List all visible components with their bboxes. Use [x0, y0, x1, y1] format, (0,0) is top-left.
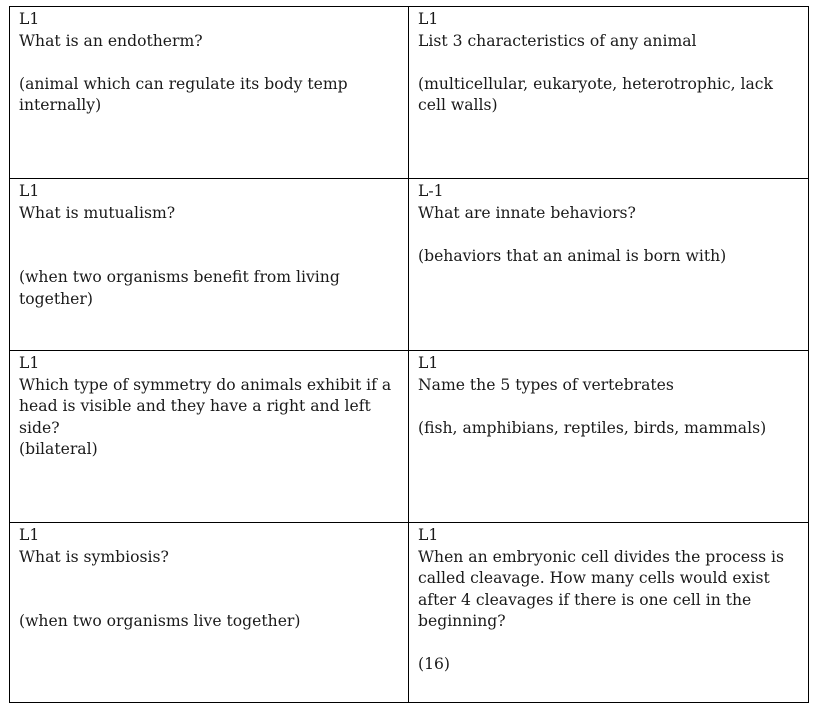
card-cell	[409, 7, 809, 179]
card-question: What is mutualism?	[19, 203, 176, 222]
card-level: L1	[19, 182, 40, 200]
card-answer: (behaviors that an animal is born with)	[418, 246, 727, 265]
card-level: L1	[19, 526, 40, 544]
card-level: L1	[418, 10, 439, 28]
card-question: Name the 5 types of vertebrates	[418, 375, 674, 394]
card-question: List 3 characteristics of any animal	[418, 31, 697, 50]
card-answer: (animal which can regulate its body temp internally)	[19, 74, 348, 114]
card-cell	[409, 523, 809, 703]
card-level: L1	[418, 526, 439, 544]
card-level: L-1	[418, 182, 444, 200]
card-question: Which type of symmetry do animals exhibit if a head is visible and they have a right and left side?	[19, 375, 392, 437]
card-answer: (16)	[418, 655, 451, 673]
question-card-table	[9, 6, 809, 703]
card-question: What are innate behaviors?	[418, 203, 636, 222]
table-row	[10, 351, 809, 523]
card-cell	[10, 7, 409, 179]
table-row	[10, 523, 809, 703]
card-level: L1	[19, 354, 40, 372]
card-question: What is symbiosis?	[19, 547, 169, 566]
card-level: L1	[19, 10, 40, 28]
card-cell	[10, 179, 409, 351]
card-cell	[10, 523, 409, 703]
card-answer: (multicellular, eukaryote, heterotrophic, lack cell walls)	[418, 74, 773, 114]
card-answer: (when two organisms live together)	[19, 612, 301, 630]
card-cell	[409, 179, 809, 351]
card-level: L1	[418, 354, 439, 372]
card-cell	[10, 351, 409, 523]
card-answer: (when two organisms benefit from living together)	[19, 268, 340, 308]
card-question: When an embryonic cell divides the process is called cleavage. How many cells would exist after 4 cleavages if there is one cell in the beginning?	[418, 547, 785, 630]
card-question: What is an endotherm?	[19, 31, 203, 50]
card-cell	[409, 351, 809, 523]
table-row	[10, 179, 809, 351]
card-answer: (fish, amphibians, reptiles, birds, mammals)	[418, 418, 767, 437]
table-row	[10, 7, 809, 179]
card-answer: (bilateral)	[19, 440, 98, 458]
